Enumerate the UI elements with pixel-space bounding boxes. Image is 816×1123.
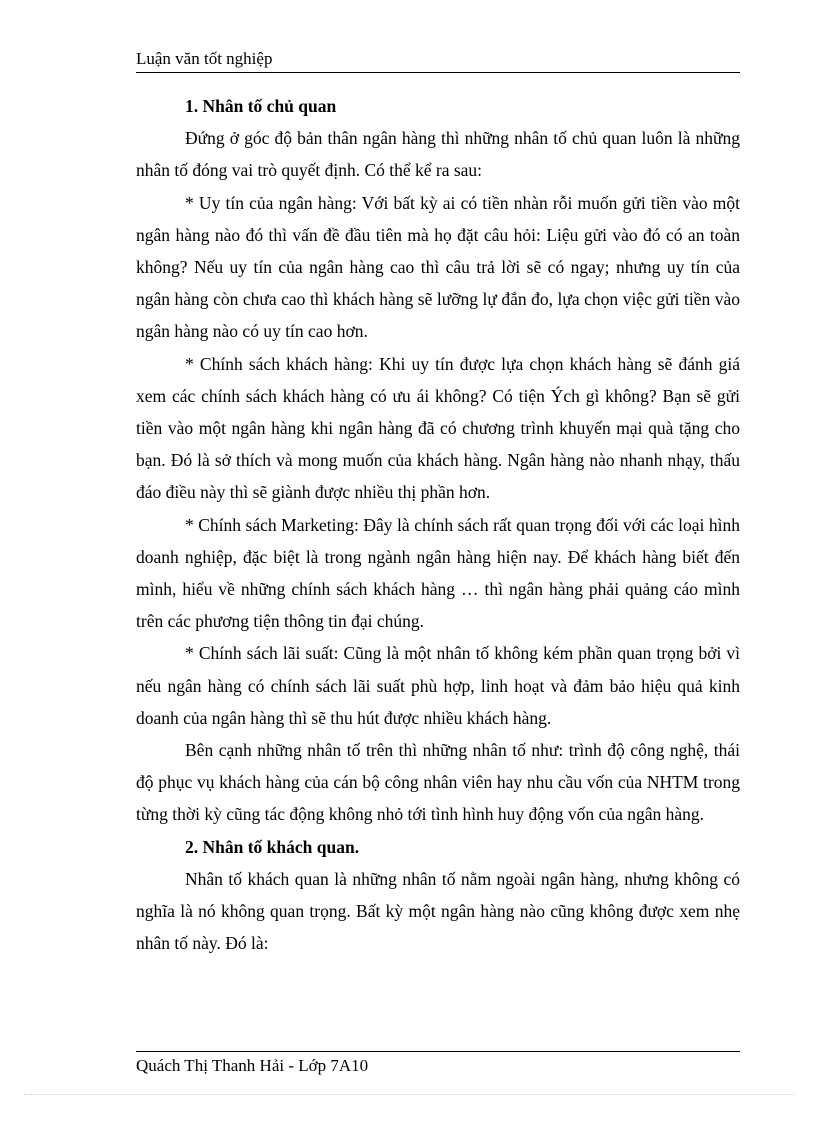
running-title: Luận văn tốt nghiệp [136,49,273,68]
author-line: Quách Thị Thanh Hải - Lớp 7A10 [136,1056,369,1075]
paragraph-interest-rate-policy: * Chính sách lãi suất: Cũng là một nhân tố không kém phần quan trọng bởi vì nếu ngân hàng có chính sách lãi suất phù hợp, linh hoạt và đảm bảo hiệu quả kinh doanh của ngân hàng thì sẽ thu hút được nhiều khách hàng. [136,643,740,728]
paragraph-objective-intro: Nhân tố khách quan là những nhân tố nằm ngoài ngân hàng, nhưng không có nghĩa là nó không quan trọng. Bất kỳ một ngân hàng nào cũng không được xem nhẹ nhân tố này. Đó là: [136,868,740,954]
document-body [136,90,740,959]
section-heading-objective-factors: 2. Nhân tố khách quan. [185,836,360,857]
paragraph-other-factors: Bên cạnh những nhân tố trên thì những nhân tố như: trình độ công nghệ, thái độ phục vụ khách hàng của cán bộ công nhân viên hay nhu cầu vốn của NHTM trong từng thời kỳ cũng tác động không nhỏ tới tình hình huy động vốn của ngân hàng. [136,740,740,825]
paragraph-marketing-policy: * Chính sách Marketing: Đây là chính sách rất quan trọng đối với các loại hình doanh nghiệp, đặc biệt là trong ngành ngân hàng hiện nay. Để khách hàng biết đến mình, hiểu về những chính sách khách hàng … thì ngân hàng phải quảng cáo mình trên các phương tiện thông tin đại chúng. [136,514,740,632]
page-footer [136,1051,740,1077]
paragraph-bank-reputation: * Uy tín của ngân hàng: Với bất kỳ ai có tiền nhàn rỗi muốn gửi tiền vào một ngân hàng nào đó thì vấn đề đầu tiên mà họ đặt câu hỏi: Liệu gửi vào đó có an toàn không? Nếu uy tín của ngân hàng cao thì câu trả lời sẽ có ngay; nhưng uy tín của ngân hàng còn chưa cao thì khách hàng sẽ lưỡng lự đắn đo, lựa chọn việc gửi tiền vào ngân hàng nào có uy tín cao hơn. [136,192,740,342]
paragraph-customer-policy: * Chính sách khách hàng: Khi uy tín được lựa chọn khách hàng sẽ đánh giá xem các chính sách khách hàng có ưu ái không? Có tiện Ých gì không? Bạn sẽ gửi tiền vào một ngân hàng khi ngân hàng đã có chương trình khuyến mại quà tặng cho bạn. Đó là sở thích và mong muốn của khách hàng. Ngân hàng nào nhanh nhạy, thấu đáo điều này thì sẽ giành được nhiều thị phần hơn. [136,353,740,503]
page-header [136,48,740,73]
section-heading-subjective-factors: 1. Nhân tố chủ quan [185,96,337,116]
paragraph-intro: Đứng ở góc độ bản thân ngân hàng thì những nhân tố chủ quan luôn là những nhân tố đóng vai trò quyết định. Có thể kể ra sau: [136,128,740,181]
page-edge-divider [24,1094,794,1095]
